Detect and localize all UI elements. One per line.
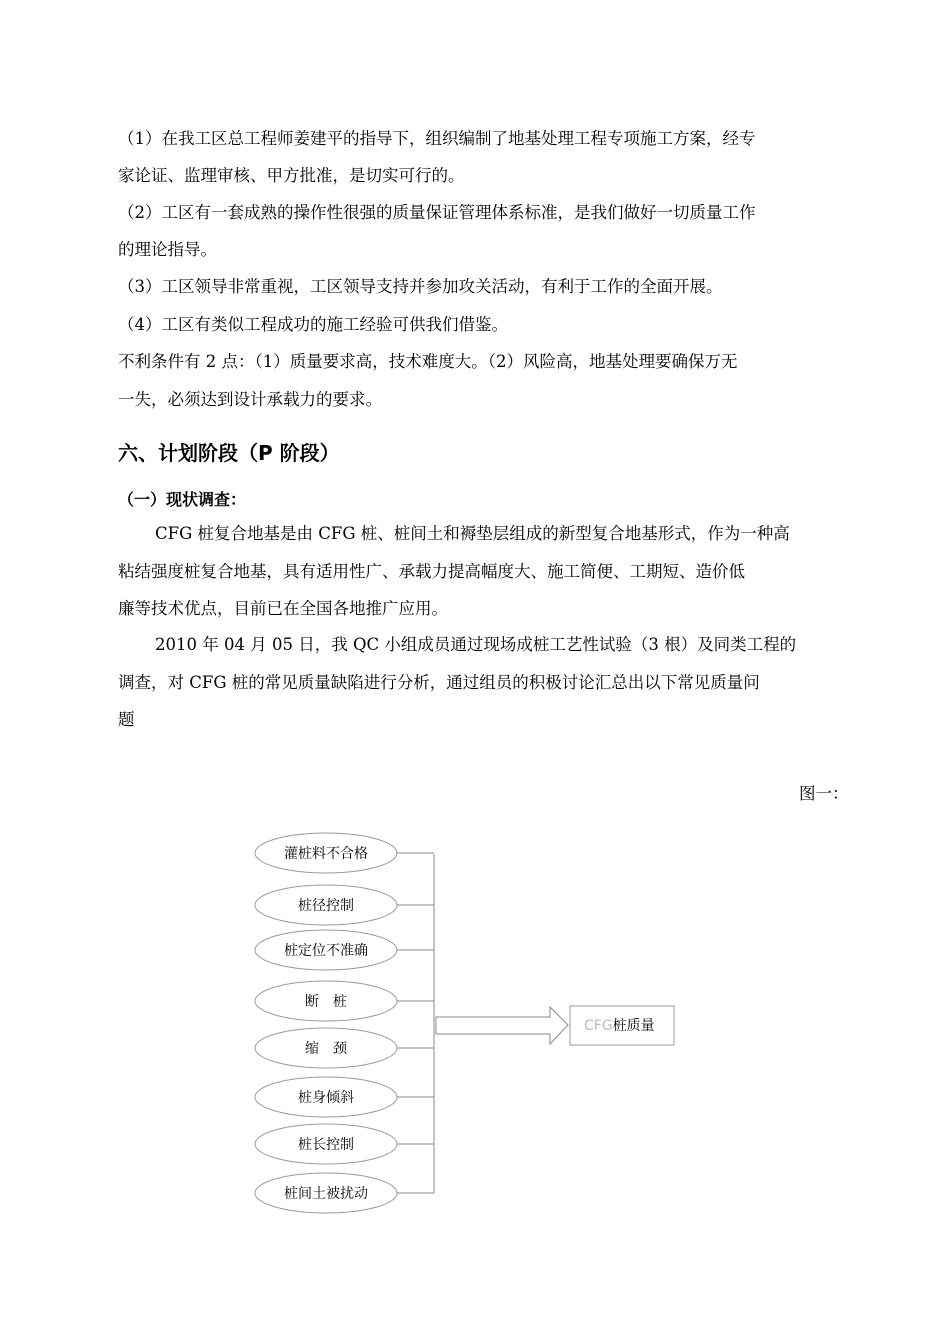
cause-label: 桩间土被扰动 [284, 1186, 368, 1202]
cause-label: 缩 颈 [305, 1041, 347, 1057]
cause-label: 断 桩 [305, 994, 347, 1010]
para-5-line-1: 不利条件有 2 点：（1）质量要求高，技术难度大。（2）风险高，地基处理要确保万无 [118, 352, 738, 371]
para-1-line-1: （1）在我工区总工程师姜建平的指导下，组织编制了地基处理工程专项施工方案，经专 [118, 129, 756, 148]
para-2-line-2: 的理论指导。 [118, 240, 217, 259]
para-5-line-2: 一失，必须达到设计承载力的要求。 [118, 390, 382, 409]
para-1-line-2: 家论证、监理审核、甲方批准，是切实可行的。 [118, 166, 465, 185]
body-1-line-3: 廉等技术优点，目前已在全国各地推广应用。 [118, 599, 448, 618]
cause-oval [255, 1124, 434, 1164]
cause-oval [255, 1028, 434, 1068]
para-4: （4）工区有类似工程成功的施工经验可供我们借鉴。 [118, 315, 508, 334]
arrow-shape [436, 1007, 568, 1044]
body-2-line-2: 调查，对 CFG 桩的常见质量缺陷进行分析，通过组员的积极讨论汇总出以下常见质量问 [118, 673, 760, 692]
cause-oval [255, 1077, 434, 1117]
cause-ovals [255, 833, 434, 1213]
figure-label: 图一： [799, 784, 849, 803]
cause-oval [255, 1173, 434, 1213]
body-2-line-3: 题 [118, 710, 135, 729]
svg-text:CFG桩质量 [584, 1017, 655, 1034]
body-2-line-1: 2010 年 04 月 05 日，我 QC 小组成员通过现场成桩工艺性试验（3 根）及同类工程的 [155, 635, 797, 654]
cause-oval [255, 833, 434, 873]
cause-oval [255, 885, 434, 925]
cause-label: 桩径控制 [298, 898, 354, 914]
cause-label: 灌桩料不合格 [284, 846, 368, 862]
body-1-line-1: CFG 桩复合地基是由 CFG 桩、桩间土和褥垫层组成的新型复合地基形式，作为一种高 [155, 524, 790, 543]
section-heading: 六、计划阶段（P 阶段） [118, 441, 340, 465]
cause-label: 桩长控制 [298, 1137, 354, 1153]
cause-oval [255, 930, 434, 970]
cause-label: 桩定位不准确 [284, 943, 368, 959]
cause-oval [255, 981, 434, 1021]
result-prefix: CFG [584, 1018, 613, 1034]
para-2-line-1: （2）工区有一套成熟的操作性很强的质量保证管理体系标准，是我们做好一切质量工作 [118, 203, 756, 222]
para-3: （3）工区领导非常重视，工区领导支持并参加攻关活动，有利于工作的全面开展。 [118, 277, 723, 296]
cause-label: 桩身倾斜 [298, 1090, 354, 1106]
subsection-heading: （一）现状调查： [118, 490, 247, 509]
body-1-line-2: 粘结强度桩复合地基，具有适用性广、承载力提高幅度大、施工简便、工期短、造价低 [118, 562, 745, 581]
result-suffix: 桩质量 [612, 1018, 655, 1034]
